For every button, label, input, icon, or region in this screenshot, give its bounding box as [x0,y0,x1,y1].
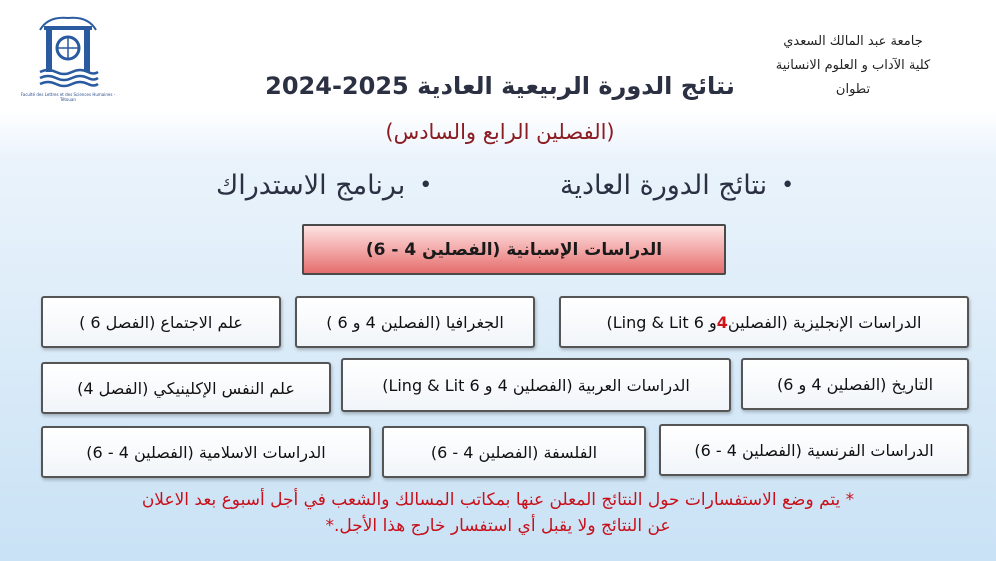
course-sociology[interactable]: علم الاجتماع (الفصل 6 ) [41,296,281,348]
course-french-studies[interactable]: الدراسات الفرنسية (الفصلين 4 - 6) [659,424,969,476]
bullet-label: نتائج الدورة العادية [560,170,768,201]
bullet-dot-icon: • [419,173,433,198]
bullet-makeup-program[interactable] [216,170,432,201]
course-history[interactable]: التاريخ (الفصلين 4 و 6) [741,358,969,410]
bullet-label: برنامج الاستدراك [216,170,406,201]
inquiry-note-line2: عن النتائج ولا يقبل أي استفسار خارج هذا الأجل.* [325,516,671,536]
course-english-studies[interactable] [559,296,969,348]
bullet-regular-session[interactable] [560,170,794,201]
course-highlight-number: 4 [716,312,728,332]
logo-caption: Faculté des Lettres et des Sciences Humaines - Tétouan [20,92,116,102]
course-spanish-studies[interactable]: الدراسات الإسبانية (الفصلين 4 - 6) [302,224,726,275]
course-philosophy[interactable]: الفلسفة (الفصلين 4 - 6) [382,426,646,478]
university-name: جامعة عبد المالك السعدي [783,34,923,49]
course-label-prefix: الدراسات الإنجليزية (الفصلين [727,312,922,332]
page-subtitle: (الفصلين الرابع والسادس) [385,120,615,144]
course-label-suffix: و 6 Ling & Lit) [606,312,717,332]
course-clinical-psychology[interactable]: علم النفس الإكلينيكي (الفصل 4) [41,362,331,414]
course-geography[interactable]: الجغرافيا (الفصلين 4 و 6 ) [295,296,535,348]
course-arabic-studies[interactable]: الدراسات العربية (الفصلين 4 و 6 Ling & Lit) [341,358,731,412]
inquiry-note-line1: * يتم وضع الاستفسارات حول النتائج المعلن عنها بمكاتب المسالك والشعب في أجل أسبوع بعد الاعلان [141,490,855,510]
page-title: نتائج الدورة الربيعية العادية 2025-2024 [265,72,735,100]
course-islamic-studies[interactable]: الدراسات الاسلامية (الفصلين 4 - 6) [41,426,371,478]
faculty-name: كلية الآداب و العلوم الانسانية [775,58,931,73]
bullet-dot-icon: • [781,173,795,198]
city-name: تطوان [835,82,871,97]
